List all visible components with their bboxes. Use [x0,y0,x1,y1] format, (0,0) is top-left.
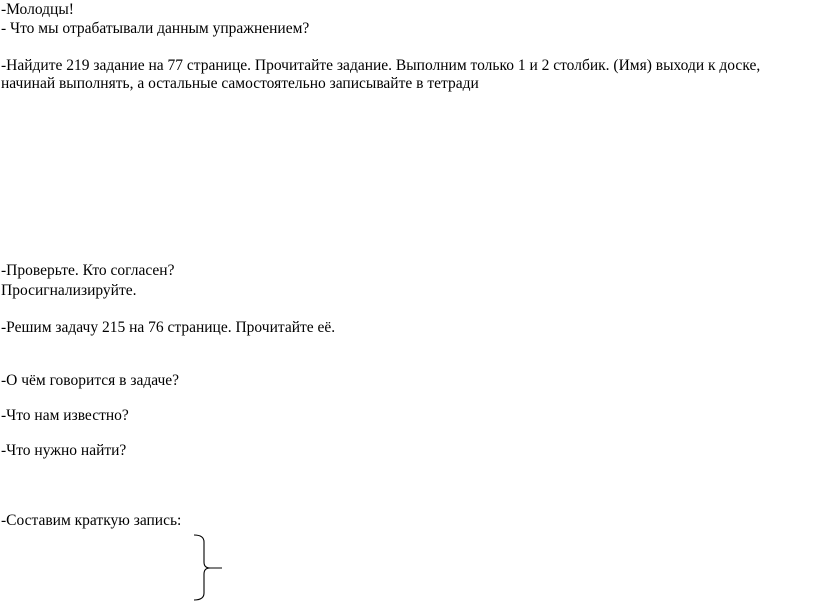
text-line-task-219-continued: начинай выполнять, а остальные самостоятельно записывайте в тетради [1,75,479,92]
text-line-question-practice: - Что мы отрабатывали данным упражнением? [1,20,310,37]
text-line-short-note: -Составим краткую запись: [1,512,182,529]
text-line-check: -Проверьте. Кто согласен? [1,262,175,279]
text-line-task-215: -Решим задачу 215 на 76 странице. Прочитайте её. [1,319,336,336]
text-line-what-find: -Что нужно найти? [1,442,127,459]
text-line-what-about: -О чём говорится в задаче? [1,372,180,389]
text-line-task-219: -Найдите 219 задание на 77 странице. Прочитайте задание. Выполним только 1 и 2 столбик. (Имя) выходи к доске, [1,57,761,74]
text-line-signal: Просигнализируйте. [1,282,137,299]
text-line-what-known: -Что нам известно? [1,407,129,424]
text-line-praise: -Молодцы! [1,1,74,18]
right-curly-brace-icon [192,534,226,601]
